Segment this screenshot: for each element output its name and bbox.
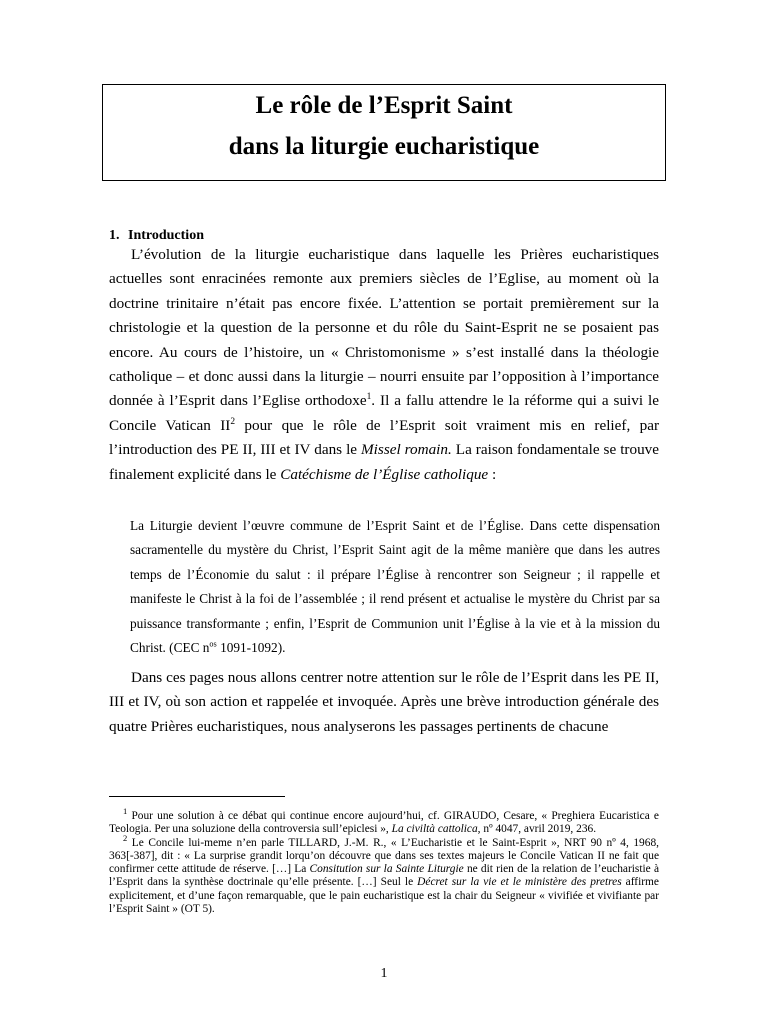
footnote-2-constitution: Consitution sur la Sainte Liturgie bbox=[309, 863, 464, 876]
footnotes bbox=[109, 806, 659, 916]
section-number: 1. bbox=[109, 228, 120, 243]
paragraph-2 bbox=[109, 666, 659, 739]
footnote-2-decret: Décret sur la vie et le ministère des pretres bbox=[417, 876, 622, 889]
footnote-2-number: 2 bbox=[123, 832, 128, 843]
page-number: 1 bbox=[380, 966, 388, 981]
paragraph-1-text-e: : bbox=[488, 465, 497, 483]
catechisme-title: Catéchisme de l’Église catholique bbox=[280, 465, 489, 483]
footnote-1 bbox=[109, 806, 659, 837]
paragraph-1 bbox=[109, 243, 659, 487]
footnote-1-text-b: nº 4047, avril 2019, 236. bbox=[480, 823, 597, 836]
footnote-separator bbox=[109, 796, 285, 797]
footnote-2-text-c: affirme explicitement, et d’une façon remarquable, que le pain eucharistique est la chair du Seigneur « vivifiée et vivifiante par l’Esprit Saint » (OT 5). bbox=[109, 876, 659, 916]
section-title: Introduction bbox=[128, 228, 204, 243]
footnote-1-journal: La civiltà cattolica, bbox=[391, 823, 481, 836]
footnote-ref-1: 1 bbox=[366, 392, 372, 403]
quote-nos: os bbox=[209, 639, 217, 649]
block-quote bbox=[130, 514, 660, 660]
footnote-2-text-a: Le Concile lui-meme n’en parle TILLARD, J.-M. R., « L’Eucharistie et le Saint-Esprit », NRT 90 nº 4, 1968, 363[-387], dit : « La surprise grandit lorqu’on découvre que dans ses textes majeurs le Concile Vatican II ne fait que confirmer cette attitude de réserve. […] La bbox=[109, 836, 659, 876]
missel-title: Missel romain. bbox=[361, 441, 452, 459]
footnote-2-text-b: ne dit rien de la relation de l’eucharistie à l’Esprit dans la synthèse doctrinale qu’elle présente. […] Seul le bbox=[109, 863, 659, 889]
quote-reference: 1091-1092). bbox=[216, 640, 286, 656]
title-line-1: Le rôle de l’Esprit Saint bbox=[255, 92, 513, 119]
footnote-ref-2: 2 bbox=[230, 416, 236, 427]
footnote-2 bbox=[109, 832, 659, 917]
paragraph-2-text: Dans ces pages nous allons centrer notre attention sur le rôle de l’Esprit dans les PE II, III et IV, où son action et rappelée et invoquée. Après une brève introduction générale des quatre Prières eucharistiques, nous analyserons les passages pertinents de chacune bbox=[109, 669, 659, 735]
title-box bbox=[102, 84, 666, 181]
footnote-1-text-a: Pour une solution à ce débat qui continue encore aujourd’hui, cf. GIRAUDO, Cesare, « Preghiera Eucaristica e Teologia. Per una soluzione della controversia sull’epiclesi », bbox=[109, 810, 659, 836]
title-line-2: dans la liturgie eucharistique bbox=[228, 133, 540, 160]
paragraph-1-text-b: . Il a fallu attendre le la réforme qui a suivi le Concile Vatican II bbox=[109, 392, 659, 434]
paragraph-1-text-d: La raison fondamentale se trouve finalement explicité dans le bbox=[109, 441, 659, 483]
paragraph-1-text-c: pour que le rôle de l’Esprit soit vraiment mis en relief, par l’introduction des PE II, III et IV dans le bbox=[109, 416, 660, 459]
quote-text: La Liturgie devient l’œuvre commune de l’Esprit Saint et de l’Église. Dans cette dispensation sacramentelle du mystère du Christ, l’Esprit Saint agit de la même manière que dans les autres temps de l’Économie du salut : il prépare l’Église à rencontrer son Seigneur ; il rappelle et manifeste le Christ à la foi de l’assemblée ; il rend présent et actualise le mystère du Christ par sa puissance transformante ; enfin, l’Esprit de Communion unit l’Église à la vie et à la mission du Christ. (CEC n bbox=[130, 518, 660, 656]
footnote-1-number: 1 bbox=[123, 806, 128, 817]
paragraph-1-text-a: L’évolution de la liturgie eucharistique dans laquelle les Prières eucharistiques actuelles sont enracinées remonte aux premiers siècles de l’Eglise, au moment où la doctrine trinitaire n’était pas encore fixée. L’attention se portait premièrement sur la christologie et la question de la personne et du rôle du Saint-Esprit ne se posaient pas encore. Au cours de l’histoire, un « Christomonisme » s’est installé dans la théologie catholique – et donc aussi dans la liturgie – nourri ensuite par l’opposition à l’importance donnée à l’Esprit dans l’Eglise orthodoxe bbox=[109, 246, 659, 410]
